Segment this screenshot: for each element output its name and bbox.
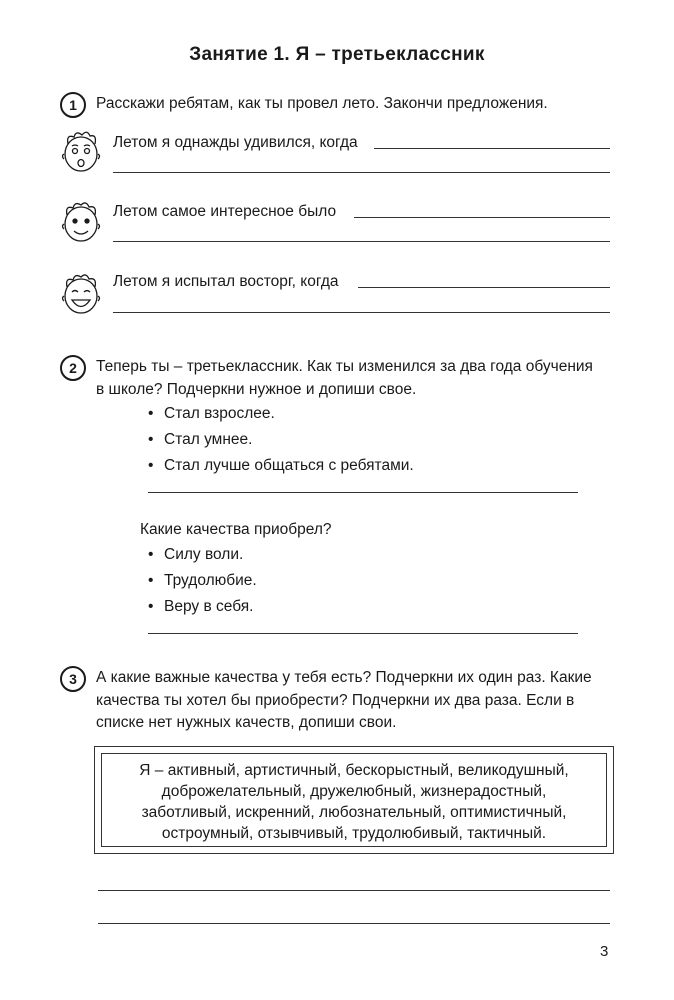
happy-face-icon: [56, 196, 106, 246]
answer-line[interactable]: [148, 633, 578, 634]
task-2-instruction-line-1: Теперь ты – третьеклассник. Как ты изменился за два года обучения: [96, 358, 593, 375]
qualities-question: Какие качества приобрел?: [140, 521, 332, 538]
answer-line[interactable]: [113, 172, 610, 173]
answer-line[interactable]: [358, 287, 610, 288]
qualities-line[interactable]: доброжелательный, дружелюбный, жизнерадостный,: [161, 783, 547, 800]
task-3-instruction-line-2: качества ты хотел бы приобрести? Подчеркни их два раза. Если в: [96, 692, 575, 709]
page-title: Занятие 1. Я – третьеклассник: [189, 44, 485, 65]
list-item[interactable]: • Стал умнее.: [148, 428, 252, 452]
list-item[interactable]: • Веру в себя.: [148, 595, 253, 619]
task-2-instruction-line-2: в школе? Подчеркни нужное и допиши свое.: [96, 381, 417, 398]
prompt-1: Летом я однажды удивился, когда: [113, 134, 358, 151]
delighted-face-icon: [56, 268, 106, 318]
answer-line[interactable]: [354, 217, 610, 218]
qualities-line[interactable]: Я – активный, артистичный, бескорыстный, великодушный,: [139, 762, 569, 779]
answer-line[interactable]: [374, 148, 610, 149]
answer-line[interactable]: [113, 312, 610, 313]
page-number: 3: [600, 943, 609, 960]
task-number-3: 3: [60, 666, 86, 692]
answer-line[interactable]: [148, 492, 578, 493]
prompt-3: Летом я испытал восторг, когда: [113, 273, 339, 290]
list-item[interactable]: • Трудолюбие.: [148, 569, 257, 593]
task-3-instruction-line-3: списке нет нужных качеств, допиши свои.: [96, 714, 397, 731]
list-item[interactable]: • Стал взрослее.: [148, 402, 275, 426]
surprised-face-icon: [56, 126, 106, 176]
task-number-2: 2: [60, 355, 86, 381]
list-item[interactable]: • Стал лучше общаться с ребятами.: [148, 454, 414, 478]
prompt-2: Летом самое интересное было: [113, 203, 337, 220]
task-3-instruction-line-1: А какие важные качества у тебя есть? Подчеркни их один раз. Какие: [96, 669, 592, 686]
task-1-instruction: Расскажи ребятам, как ты провел лето. Закончи предложения.: [96, 95, 548, 112]
answer-line[interactable]: [98, 890, 610, 891]
task-number-1: 1: [60, 92, 86, 118]
answer-line[interactable]: [98, 923, 610, 924]
qualities-line[interactable]: остроумный, отзывчивый, трудолюбивый, тактичный.: [161, 825, 547, 842]
list-item[interactable]: • Силу воли.: [148, 543, 243, 567]
qualities-line[interactable]: заботливый, искренний, любознательный, оптимистичный,: [141, 804, 567, 821]
answer-line[interactable]: [113, 241, 610, 242]
qualities-box: [94, 746, 614, 854]
